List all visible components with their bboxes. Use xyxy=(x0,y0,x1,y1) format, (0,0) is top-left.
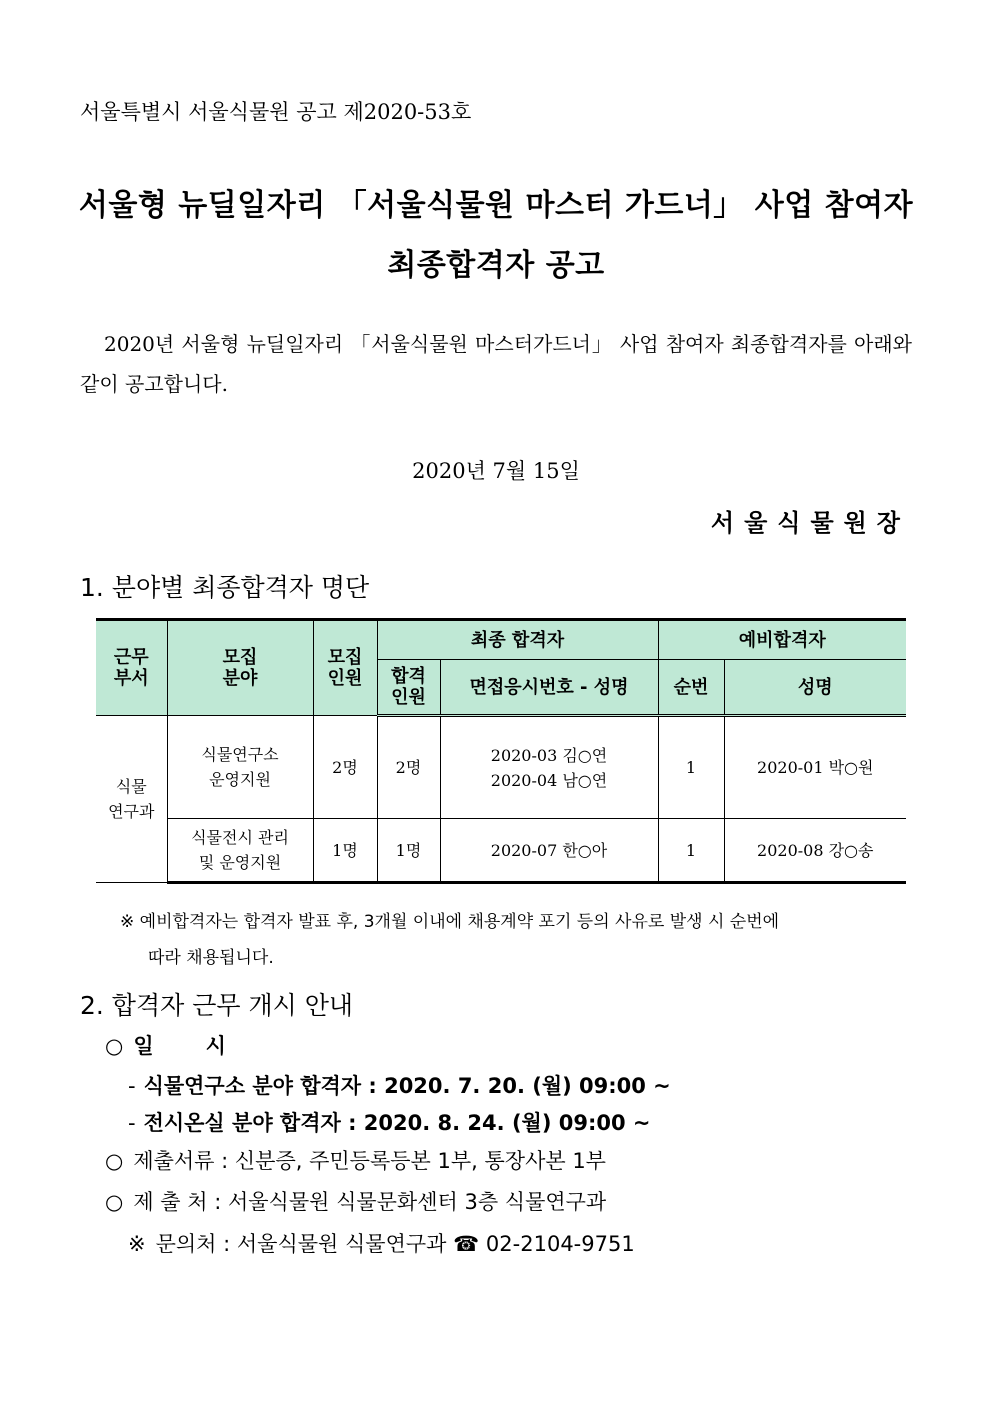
page-title-line2: 최종합격자 공고 xyxy=(387,248,605,283)
schedule-item: - 전시온실 분야 합격자 : 2020. 8. 24. (월) 09:00 ~ xyxy=(128,1111,651,1135)
header-order: 순번 xyxy=(658,660,724,716)
cell-passers: 2020-07 한○아 xyxy=(440,819,658,883)
footnote-line2: 따라 채용됩니다. xyxy=(148,948,274,968)
submission-place: ○ 제 출 처 : 서울식물원 식물문화센터 3층 식물연구과 xyxy=(105,1190,607,1214)
page-title-line1: 서울형 뉴딜일자리 「서울식물원 마스터 가드너」 사업 참여자 xyxy=(78,188,914,223)
required-documents: ○ 제출서류 : 신분증, 주민등록등본 1부, 통장사본 1부 xyxy=(105,1149,606,1173)
cell-recruit-count: 2명 xyxy=(313,716,377,819)
reserve-footnote xyxy=(120,904,910,976)
cell-pass-count: 1명 xyxy=(377,819,440,883)
section-2-title: 2. 합격자 근무 개시 안내 xyxy=(80,991,353,1020)
header-final-group: 최종 합격자 xyxy=(377,620,658,660)
dash-bullet-icon: - xyxy=(128,1074,136,1098)
signer: 서울식물원장 xyxy=(710,509,910,537)
schedule-label-b: 시 xyxy=(205,1034,226,1058)
header-field: 모집 분야 xyxy=(167,620,313,716)
cell-dept: 식물 연구과 xyxy=(96,716,167,883)
table-row xyxy=(96,819,906,883)
table-header-row xyxy=(96,620,906,660)
circle-bullet-icon: ○ xyxy=(105,1034,124,1058)
schedule-item: - 식물연구소 분야 합격자 : 2020. 7. 20. (월) 09:00 ~ xyxy=(128,1074,671,1098)
cell-order: 1 xyxy=(658,716,724,819)
header-recruit-count: 모집 인원 xyxy=(313,620,377,716)
cell-passers: 2020-03 김○연 2020-04 남○연 xyxy=(440,716,658,819)
dash-bullet-icon: - xyxy=(128,1111,136,1135)
cell-order: 1 xyxy=(658,819,724,883)
cell-field: 식물연구소 운영지원 xyxy=(167,716,313,819)
circle-bullet-icon: ○ xyxy=(105,1190,124,1214)
header-reserve-group: 예비합격자 xyxy=(658,620,906,660)
header-pass-count: 합격 인원 xyxy=(377,660,440,716)
section-1-title: 1. 분야별 최종합격자 명단 xyxy=(80,573,370,602)
cell-reserve-name: 2020-01 박○원 xyxy=(724,716,906,819)
contact-info: ※ 문의처 : 서울식물원 식물연구과 ☎ 02-2104-9751 xyxy=(128,1232,635,1256)
circle-bullet-icon: ○ xyxy=(105,1149,124,1173)
notice-number: 서울특별시 서울식물원 공고 제2020-53호 xyxy=(80,100,472,124)
intro-paragraph: 2020년 서울형 뉴딜일자리 「서울식물원 마스터가드너」 사업 참여자 최종합격자를 아래와 같이 공고합니다. xyxy=(80,332,912,396)
results-table xyxy=(96,618,906,884)
table-row xyxy=(96,716,906,819)
cell-pass-count: 2명 xyxy=(377,716,440,819)
schedule-label-a: 일 xyxy=(133,1034,154,1058)
footnote-line1: ※ 예비합격자는 합격자 발표 후, 3개월 이내에 채용계약 포기 등의 사유로 발생 시 순번에 xyxy=(120,912,780,932)
announcement-date: 2020년 7월 15일 xyxy=(412,459,580,483)
cell-reserve-name: 2020-08 강○송 xyxy=(724,819,906,883)
cell-recruit-count: 1명 xyxy=(313,819,377,883)
header-dept: 근무 부서 xyxy=(96,620,167,716)
schedule-heading xyxy=(105,1030,226,1060)
cell-field: 식물전시 관리 및 운영지원 xyxy=(167,819,313,883)
reference-mark-icon: ※ xyxy=(128,1232,146,1256)
header-exam-no-name: 면접응시번호 - 성명 xyxy=(440,660,658,716)
header-reserve-name: 성명 xyxy=(724,660,906,716)
